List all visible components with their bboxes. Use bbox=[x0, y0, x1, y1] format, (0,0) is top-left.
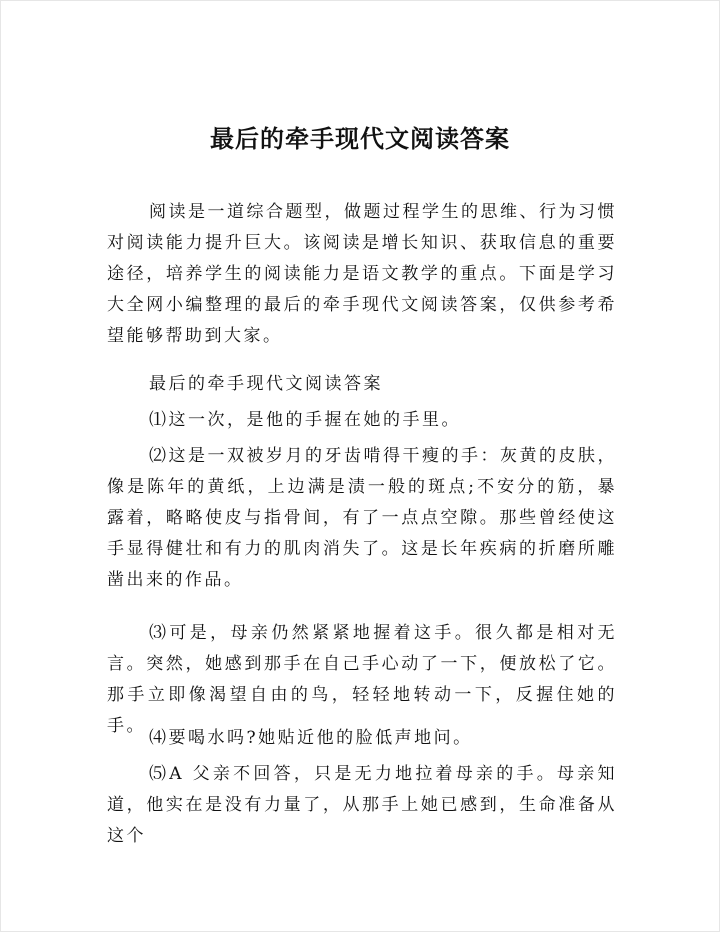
paragraph-subtitle: 最后的牵手现代文阅读答案 bbox=[149, 374, 383, 394]
document-title: 最后的牵手现代文阅读答案 bbox=[210, 124, 510, 153]
paragraph-1: ⑴这一次，是他的手握在她的手里。 bbox=[149, 410, 461, 430]
paragraph-2: ⑵这是一双被岁月的牙齿啃得干瘦的手：灰黄的皮肤，像是陈年的黄纸，上边满是渍一般的斑点;不安分的筋，暴露着，略略使皮与指骨间，有了一点点空隙。那些曾经使这手显得健壮和有力的肌肉消失了。这是长年疾病的折磨所雕凿出来的作品。 bbox=[107, 446, 617, 590]
paragraph-4: ⑷要喝水吗?她贴近他的脸低声地问。 bbox=[149, 728, 473, 748]
paragraph-5: ⑸A 父亲不回答，只是无力地拉着母亲的手。母亲知道，他实在是没有力量了，从那手上她已感到，生命准备从这个 bbox=[107, 764, 617, 846]
paragraph-3: ⑶可是，母亲仍然紧紧地握着这手。很久都是相对无言。突然，她感到那手在自己手心动了一下，便放松了它。那手立即像渴望自由的鸟，轻轻地转动一下，反握住她的手。 bbox=[107, 623, 617, 736]
paragraph-intro: 阅读是一道综合题型，做题过程学生的思维、行为习惯对阅读能力提升巨大。该阅读是增长知识、获取信息的重要途径，培养学生的阅读能力是语文教学的重点。下面是学习大全网小编整理的最后的牵手现代文阅读答案，仅供参考希望能够帮助到大家。 bbox=[107, 202, 617, 346]
